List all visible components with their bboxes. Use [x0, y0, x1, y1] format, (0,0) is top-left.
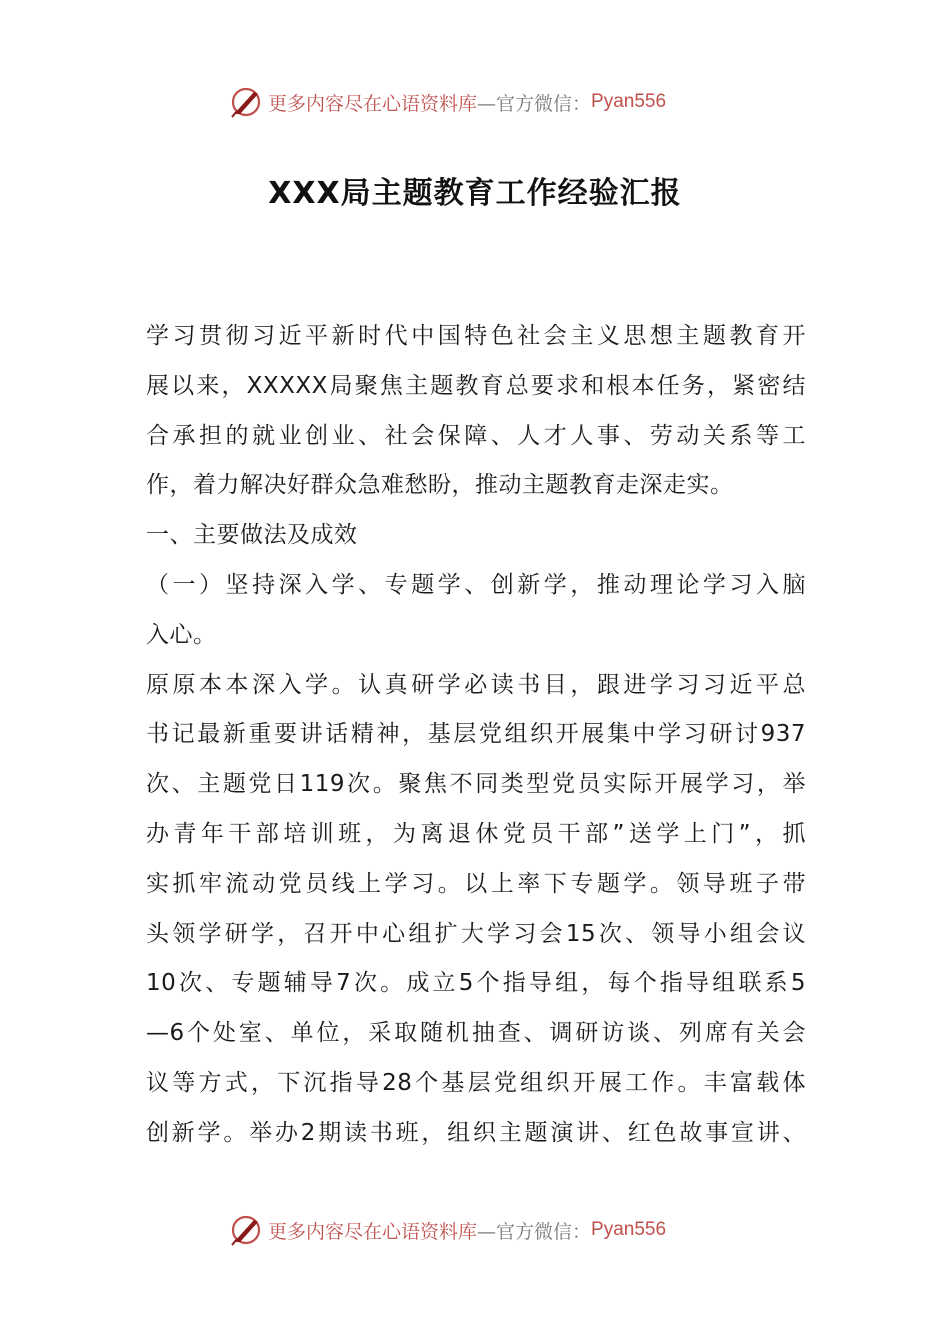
text-line: 作，着力解决好群众急难愁盼，推动主题教育走深走实。	[146, 472, 734, 499]
banner-wechat-label: —官方微信：	[477, 1220, 592, 1243]
banner-text: 更多内容尽在心语资料库	[268, 1220, 478, 1243]
text-line: 展以来，XXXXX局聚焦主题教育总要求和根本任务，紧密结	[146, 372, 806, 399]
document-title: XXX局主题教育工作经验汇报	[268, 176, 682, 211]
text-line: 办青年干部培训班，为离退休党员干部”送学上门”，抓	[146, 820, 806, 847]
text-line: 次、主题党日119次。聚焦不同类型党员实际开展学习，举	[146, 771, 806, 798]
document-body	[146, 312, 806, 1159]
text-line: 实抓牢流动党员线上学习。以上率下专题学。领导班子带	[146, 870, 806, 897]
subsection-heading: （一）坚持深入学、专题学、创新学，推动理论学习入脑	[146, 571, 806, 598]
header-banner	[228, 82, 666, 122]
banner-text: 更多内容尽在心语资料库	[268, 92, 478, 115]
text-line: 创新学。举办2期读书班，组织主题演讲、红色故事宣讲、	[146, 1119, 806, 1146]
text-line: 头领学研学，召开中心组扩大学习会15次、领导小组会议	[146, 920, 806, 947]
text-line: 原原本本深入学。认真研学必读书目，跟进学习习近平总	[146, 671, 806, 698]
footer-banner	[228, 1210, 666, 1250]
banner-wechat-id: Pyan556	[591, 1219, 667, 1240]
section-heading: 一、主要做法及成效	[146, 522, 358, 549]
quill-logo-icon	[228, 84, 264, 120]
text-line: —6个处室、单位，采取随机抽查、调研访谈、列席有关会	[146, 1020, 806, 1047]
banner-wechat-label: —官方微信：	[477, 92, 592, 115]
text-line: 议等方式，下沉指导28个基层党组织开展工作。丰富载体	[146, 1069, 806, 1096]
banner-wechat-id: Pyan556	[591, 91, 667, 112]
text-line: 合承担的就业创业、社会保障、人才人事、劳动关系等工	[146, 422, 806, 449]
text-line: 10次、专题辅导7次。成立5个指导组，每个指导组联系5	[146, 970, 806, 997]
quill-logo-icon	[228, 1212, 264, 1248]
text-line: 书记最新重要讲话精神，基层党组织开展集中学习研讨937	[146, 721, 806, 748]
text-line: 入心。	[146, 621, 217, 648]
text-line: 学习贯彻习近平新时代中国特色社会主义思想主题教育开	[146, 323, 806, 349]
